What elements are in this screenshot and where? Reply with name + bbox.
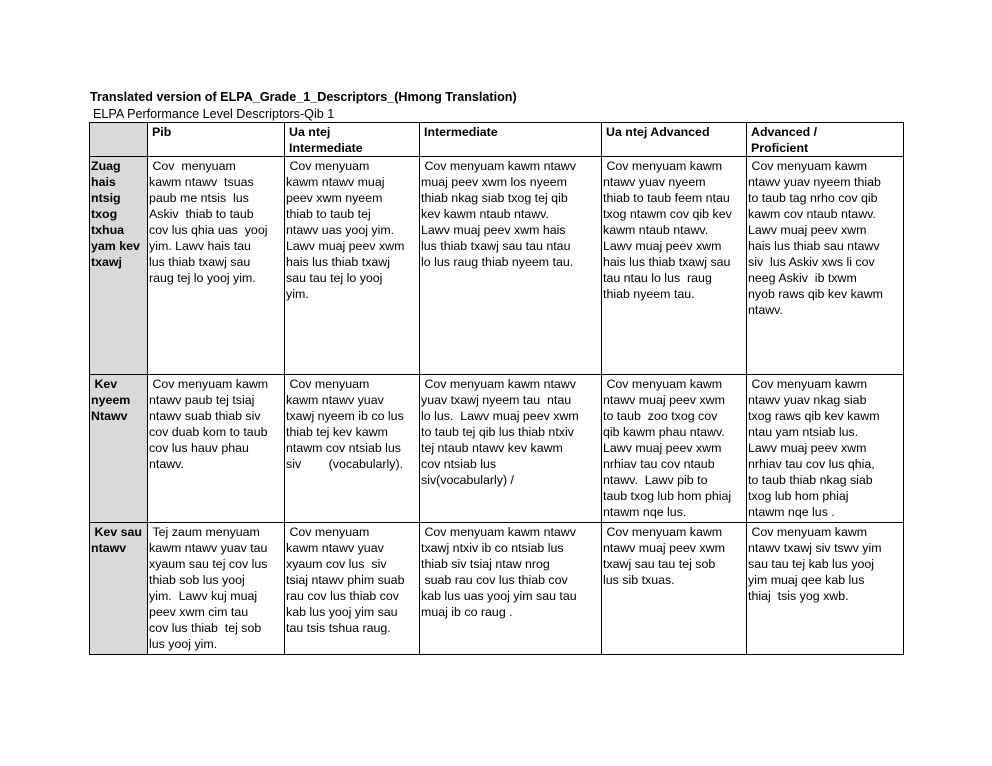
- row-label: Zuag hais ntsig txog txhua yam kev txawj: [90, 157, 148, 375]
- table-cell: Cov menyuam kawm ntawv yuav xyaum cov lus siv tsiaj ntawv phim suab rau cov lus thiab cov kab lus yooj yim sau tau tsis tshua raug.: [285, 523, 420, 655]
- table-cell: Cov menyuam kawm ntawv yuav nkag siab txog raws qib kev kawm ntau yam ntsiab lus. Lawv muaj peev xwm nrhiav tau cov lus qhia, to taub thiab nkag siab txog lub hom phiaj ntawm nqe lus .: [747, 375, 904, 523]
- table-cell: Cov menyuam kawm ntawv muaj peev xwm los nyeem thiab nkag siab txog tej qib kev kawm ntaub ntawv. Lawv muaj peev xwm hais lus thiab txawj sau tau ntau lo lus raug thiab nyeem tau.: [420, 157, 602, 375]
- table-cell: Cov menyuam kawm ntawv txawj siv tswv yim sau tau tej kab lus yooj yim muaj qee kab lus thiaj tsis yog xwb.: [747, 523, 904, 655]
- table-row: [90, 157, 904, 375]
- table-row: [90, 375, 904, 523]
- table-row: [90, 523, 904, 655]
- table-cell: Cov menyuam kawm ntawv yuav txawj nyeem ib co lus thiab tej kev kawm ntawm cov ntsiab lus siv (vocabularly).: [285, 375, 420, 523]
- header-ua-ntej-advanced: Ua ntej Advanced: [602, 123, 747, 157]
- table-cell: Cov menyuam kawm ntawv paub tej tsiaj ntawv suab thiab siv cov duab kom to taub cov lus hauv phau ntawv.: [148, 375, 285, 523]
- header-row: [90, 123, 904, 157]
- table-cell: Cov menyuam kawm ntawv muaj peev xwm nyeem thiab to taub tej ntawv uas yooj yim. Lawv muaj peev xwm hais lus thiab txawj sau tau tej lo yooj yim.: [285, 157, 420, 375]
- row-label: Kev nyeem Ntawv: [90, 375, 148, 523]
- table-cell: Cov menyuam kawm ntawv muaj peev xwm to taub zoo txog cov qib kawm phau ntawv. Lawv muaj peev xwm nrhiav tau cov ntaub ntawv. Lawv pib to taub txog lub hom phiaj ntawm nqe lus.: [602, 375, 747, 523]
- table-cell: Tej zaum menyuam kawm ntawv yuav tau xyaum sau tej cov lus thiab sob lus yooj yim. Lawv kuj muaj peev xwm cim tau cov lus thiab tej sob lus yooj yim.: [148, 523, 285, 655]
- table-cell: Cov menyuam kawm ntawv txawj ntxiv ib co ntsiab lus thiab siv tsiaj ntaw nrog suab rau cov lus thiab cov kab lus uas yooj yim sau tau muaj ib co raug .: [420, 523, 602, 655]
- table-cell: Cov menyuam kawm ntawv yuav nyeem thiab to taub feem ntau txog ntawm cov qib kev kawm ntaub ntawv. Lawv muaj peev xwm hais lus thiab txawj sau tau ntau lo lus raug thiab nyeem tau.: [602, 157, 747, 375]
- header-ua-ntej-intermediate: Ua ntej Intermediate: [285, 123, 420, 157]
- table-cell: Cov menyuam kawm ntawv tsuas paub me ntsis lus Askiv thiab to taub cov lus qhia uas yooj yim. Lawv hais tau lus thiab txawj sau raug tej lo yooj yim.: [148, 157, 285, 375]
- table-cell: Cov menyuam kawm ntawv yuav nyeem thiab to taub tag nrho cov qib kawm cov ntaub ntawv. Lawv muaj peev xwm hais lus thiab sau ntawv siv lus Askiv xws li cov neeg Askiv ib txwm nyob raws qib kev kawm ntawv.: [747, 157, 904, 375]
- document-subtitle: ELPA Performance Level Descriptors-Qib 1: [93, 107, 335, 121]
- document-title: Translated version of ELPA_Grade_1_Descriptors_(Hmong Translation): [90, 90, 517, 104]
- corner-cell: [90, 123, 148, 157]
- header-pib: Pib: [148, 123, 285, 157]
- row-label: Kev sau ntawv: [90, 523, 148, 655]
- descriptors-table: [89, 122, 904, 655]
- table-cell: Cov menyuam kawm ntawv yuav txawj nyeem tau ntau lo lus. Lawv muaj peev xwm to taub tej qib lus thiab ntxiv tej ntaub ntawv kev kawm cov ntsiab lus siv(vocabularly) /: [420, 375, 602, 523]
- header-advanced-proficient: Advanced / Proficient: [747, 123, 904, 157]
- header-intermediate: Intermediate: [420, 123, 602, 157]
- table-cell: Cov menyuam kawm ntawv muaj peev xwm txawj sau tau tej sob lus sib txuas.: [602, 523, 747, 655]
